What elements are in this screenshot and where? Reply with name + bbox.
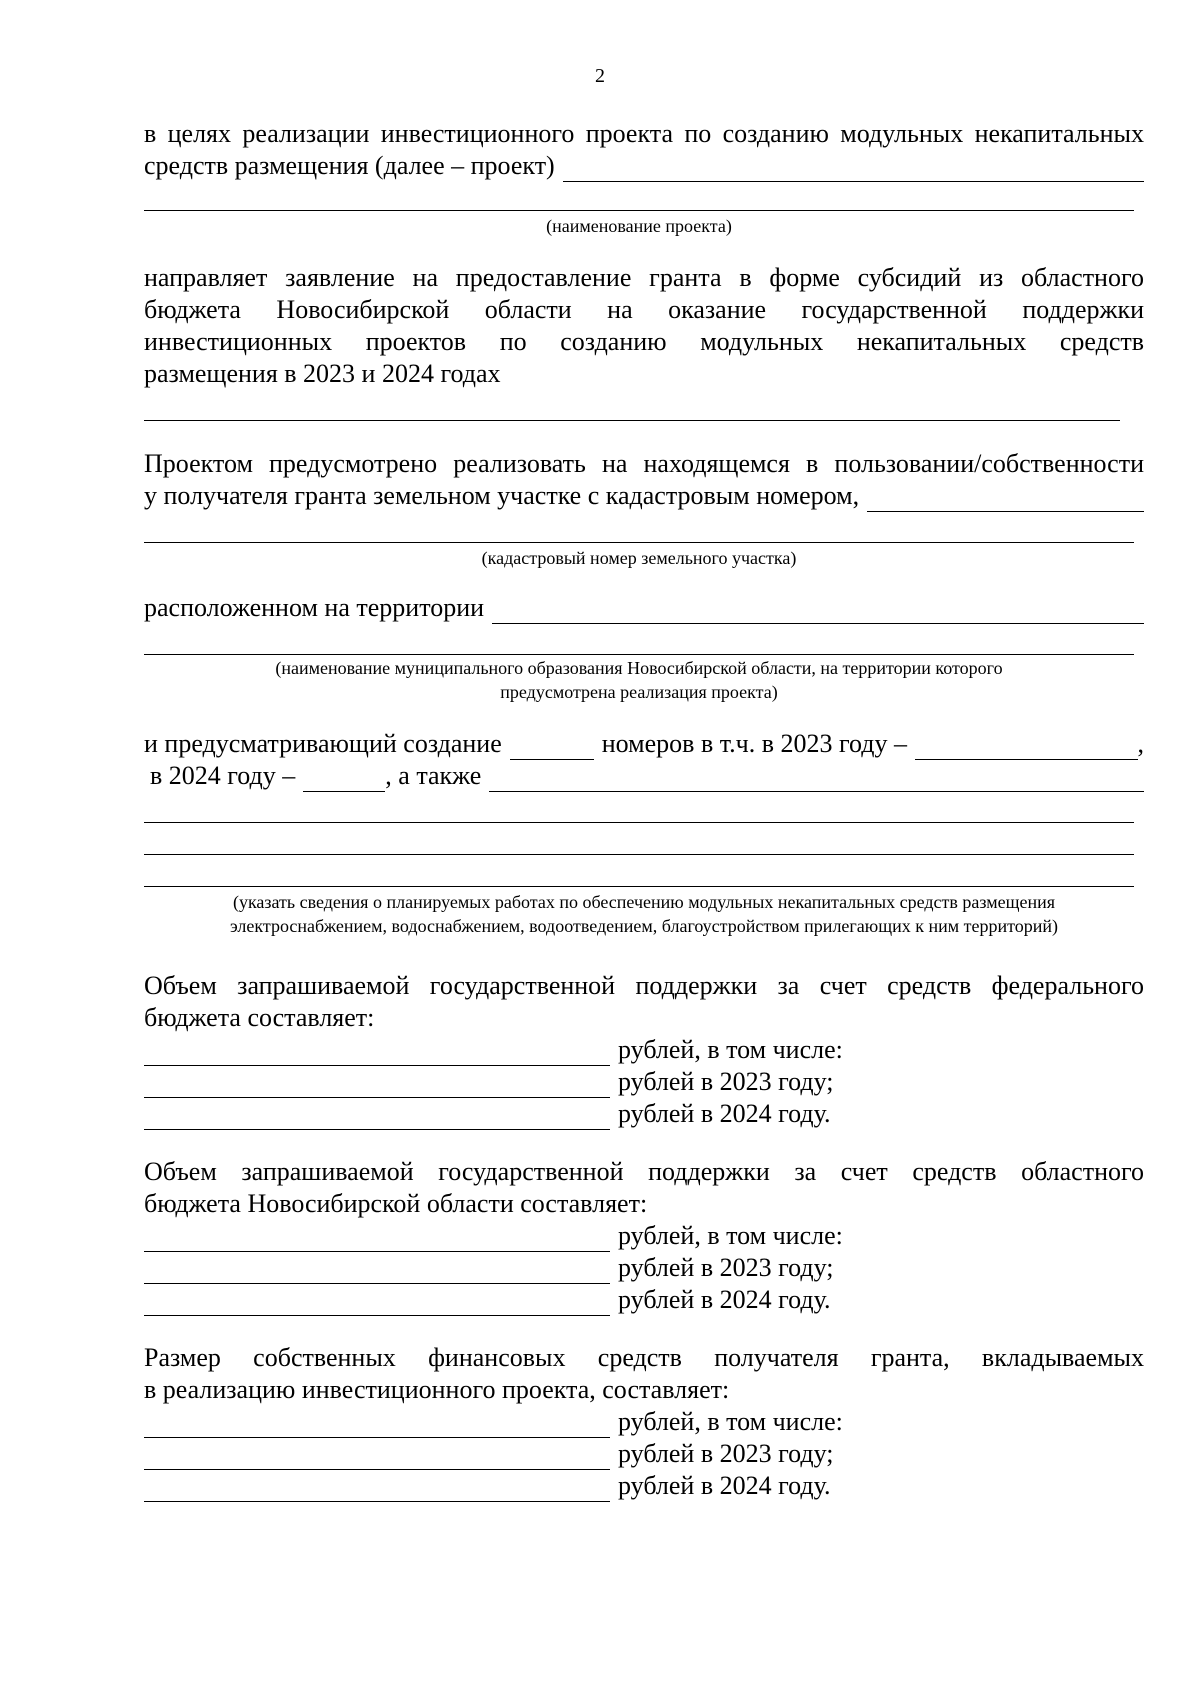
regional-total-field[interactable] (144, 1225, 610, 1252)
works-field[interactable] (489, 765, 1144, 792)
p1-line2-row (144, 150, 1144, 182)
own-2023-label: рублей в 2023 году; (618, 1439, 834, 1468)
project-name-field-line2[interactable] (144, 210, 1134, 211)
applicant-field-line[interactable] (144, 420, 1120, 421)
federal-2024-row (144, 1098, 831, 1130)
regional-2024-label: рублей в 2024 году. (618, 1285, 831, 1314)
p2-line2: бюджета Новосибирской области на оказание государственной поддержки (144, 295, 1144, 324)
federal-2023-label: рублей в 2023 году; (618, 1067, 834, 1096)
federal-total-row (144, 1034, 843, 1066)
regional-2024-field[interactable] (144, 1289, 610, 1316)
works-field-line2[interactable] (144, 822, 1134, 823)
p4-line1-row (144, 592, 1144, 624)
p3-line2-row (144, 480, 1144, 512)
regional-total-label: рублей, в том числе: (618, 1221, 843, 1250)
federal-total-field[interactable] (144, 1039, 610, 1066)
federal-2023-row (144, 1066, 833, 1098)
regional-total-row (144, 1220, 843, 1252)
rooms-2024-field[interactable] (303, 765, 385, 792)
own-2024-row (144, 1470, 831, 1502)
regional-2023-field[interactable] (144, 1257, 610, 1284)
works-caption-2: электроснабжением, водоснабжением, водоотведением, благоустройством прилегающих к ним территорий) (229, 916, 1059, 936)
p4-line1: расположенном на территории (144, 593, 485, 622)
p3-line2: у получателя гранта земельном участке с кадастровым номером, (144, 481, 860, 510)
regional-line1: Объем запрашиваемой государственной поддержки за счет средств областного (144, 1157, 1144, 1186)
project-name-caption: (наименование проекта) (546, 216, 732, 236)
own-2024-label: рублей в 2024 году. (618, 1471, 831, 1500)
rooms-2023-field[interactable] (915, 733, 1138, 760)
rooms-total-field[interactable] (510, 733, 594, 760)
regional-line2: бюджета Новосибирской области составляет: (144, 1189, 648, 1218)
own-2023-row (144, 1438, 833, 1470)
own-2024-field[interactable] (144, 1475, 610, 1502)
p5-part4: в 2024 году – (150, 761, 296, 790)
p3-line1: Проектом предусмотрено реализовать на находящемся в пользовании/собственности (144, 449, 1144, 478)
cadastral-number-field[interactable] (867, 485, 1144, 512)
page-number: 2 (595, 65, 605, 87)
p2-line4: размещения в 2023 и 2024 годах (144, 359, 501, 388)
p2-line1: направляет заявление на предоставление гранта в форме субсидий из областного (144, 263, 1144, 292)
territory-field-line2[interactable] (144, 654, 1134, 655)
own-total-row (144, 1406, 843, 1438)
p1-line1: в целях реализации инвестиционного проекта по созданию модульных некапитальных (144, 119, 1144, 148)
p5-line2-row (150, 760, 1144, 792)
works-field-line3[interactable] (144, 854, 1134, 855)
p5-part3: , (1137, 729, 1144, 758)
federal-total-label: рублей, в том числе: (618, 1035, 843, 1064)
regional-2024-row (144, 1284, 831, 1316)
own-line1: Размер собственных финансовых средств получателя гранта, вкладываемых (144, 1343, 1144, 1372)
territory-field[interactable] (492, 597, 1144, 624)
own-2023-field[interactable] (144, 1443, 610, 1470)
p5-part5: , а также (385, 761, 482, 790)
works-field-line4[interactable] (144, 886, 1134, 887)
territory-caption-2: предусмотрена реализация проекта) (500, 682, 778, 702)
federal-line1: Объем запрашиваемой государственной поддержки за счет средств федерального (144, 971, 1144, 1000)
federal-2023-field[interactable] (144, 1071, 610, 1098)
federal-2024-field[interactable] (144, 1103, 610, 1130)
works-caption-1: (указать сведения о планируемых работах по обеспечению модульных некапитальных средств размещения (232, 892, 1056, 912)
own-total-label: рублей, в том числе: (618, 1407, 843, 1436)
regional-2023-label: рублей в 2023 году; (618, 1253, 834, 1282)
p5-part1: и предусматривающий создание (144, 729, 502, 758)
federal-2024-label: рублей в 2024 году. (618, 1099, 831, 1128)
cadastral-caption: (кадастровый номер земельного участка) (481, 548, 797, 568)
cadastral-number-field-line2[interactable] (144, 542, 1134, 543)
federal-line2: бюджета составляет: (144, 1003, 375, 1032)
p1-line2: средств размещения (далее – проект) (144, 151, 555, 180)
territory-caption-1: (наименование муниципального образования Новосибирской области, на территории которого (275, 658, 1003, 678)
p5-part2: номеров в т.ч. в 2023 году – (601, 729, 907, 758)
project-name-field[interactable] (563, 155, 1144, 182)
p2-line3: инвестиционных проектов по созданию модульных некапитальных средств (144, 327, 1144, 356)
regional-2023-row (144, 1252, 833, 1284)
p5-line1-row (144, 728, 1144, 760)
own-line2: в реализацию инвестиционного проекта, составляет: (144, 1375, 730, 1404)
own-total-field[interactable] (144, 1411, 610, 1438)
